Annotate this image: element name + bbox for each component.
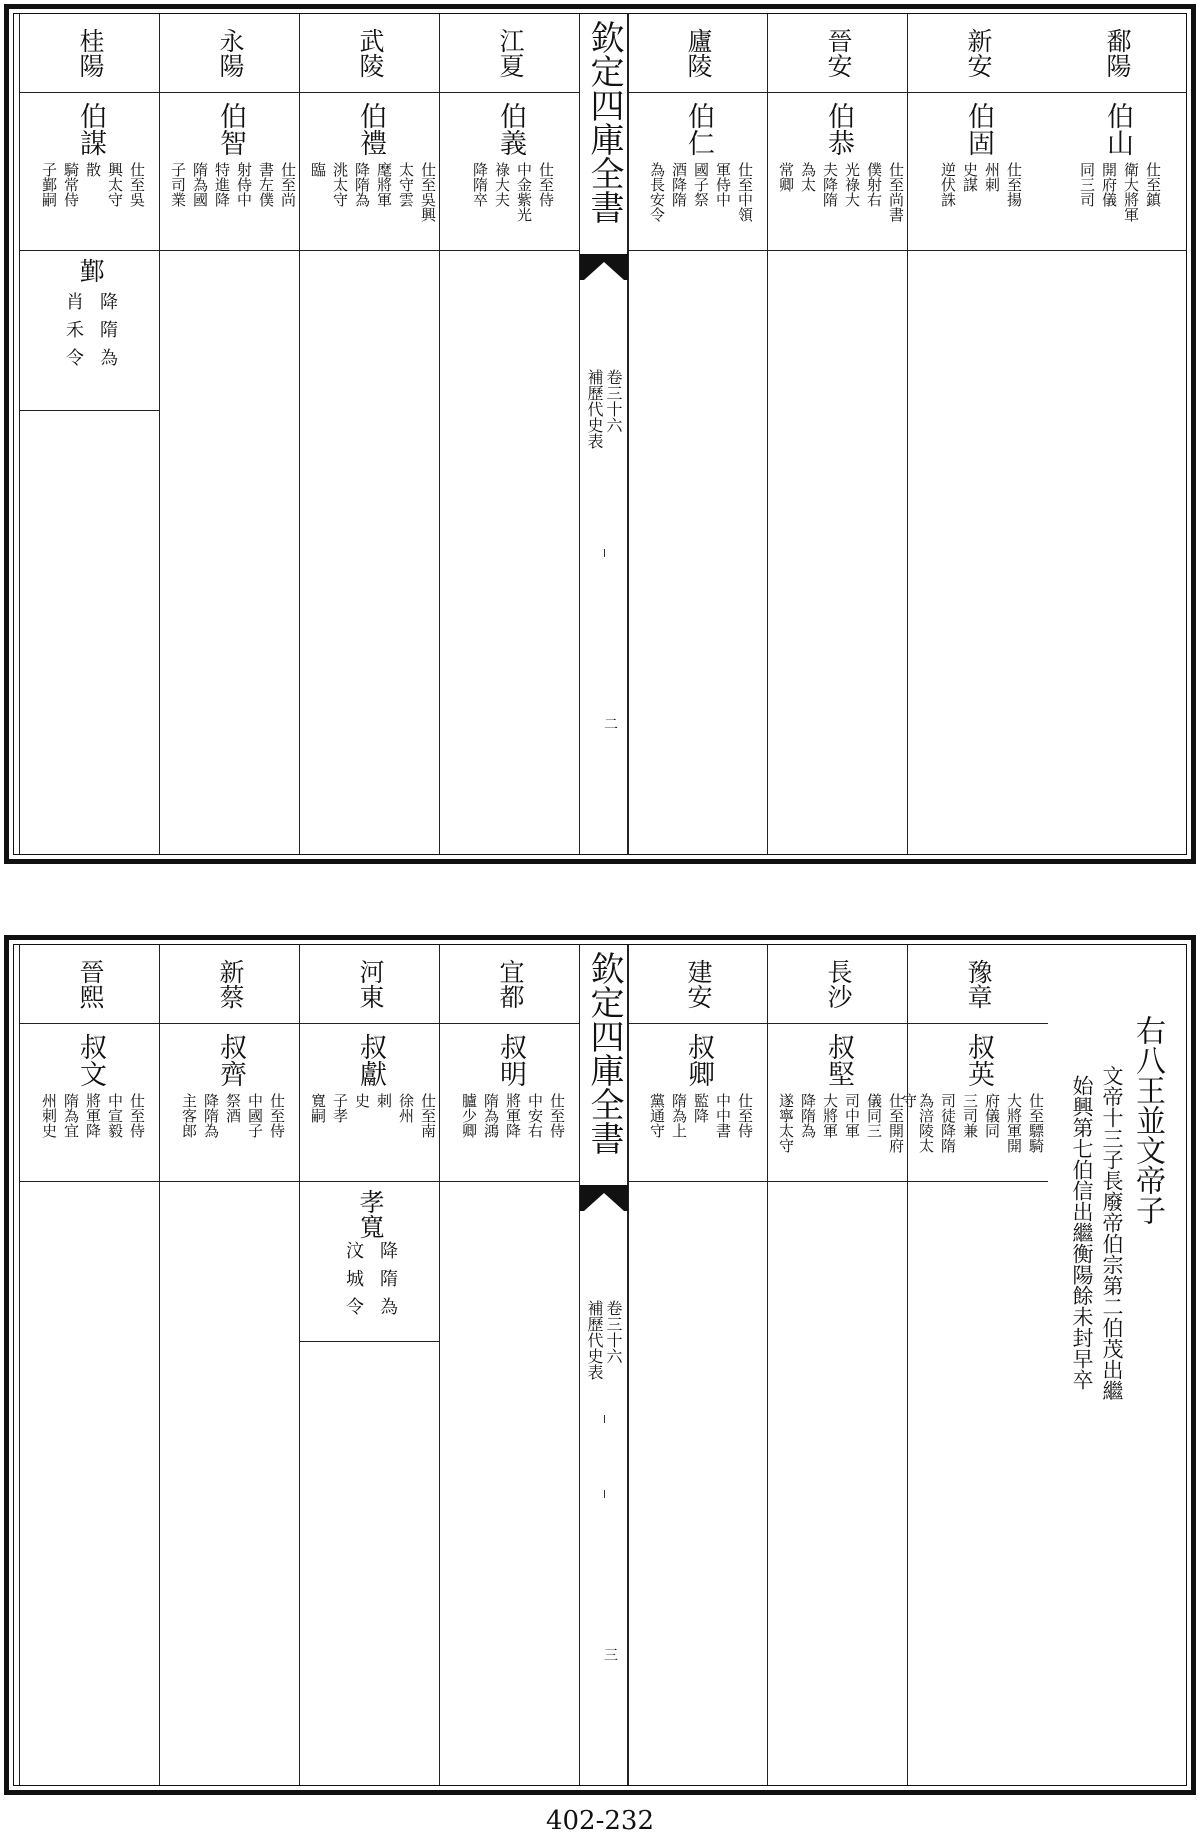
note-line: 司中軍: [843, 1093, 861, 1138]
person-name: 叔齊: [215, 1033, 246, 1087]
fief-name: 豫章: [964, 959, 993, 1009]
fief-name: 新蔡: [216, 959, 245, 1009]
note-line: 降隋為: [353, 162, 371, 207]
entry-column: [767, 945, 908, 1785]
successor-cell: [300, 1181, 440, 1342]
note-line: 常卿: [777, 162, 795, 192]
note-line: 衛大將軍: [1122, 162, 1140, 222]
note-line: 刺: [375, 1093, 393, 1108]
note-line: 仕至中領: [736, 162, 754, 222]
fief-name: 長沙: [824, 959, 853, 1009]
note-line: 為涪陵太守: [900, 1093, 935, 1153]
fishtail-icon: [580, 1185, 628, 1211]
person-name: 伯智: [215, 102, 246, 156]
note-line: 祭酒: [224, 1093, 242, 1123]
person-name: 伯義: [495, 102, 526, 156]
note-line: 中宣毅: [106, 1093, 124, 1138]
entry-column: [627, 14, 768, 854]
note-line: 三司兼: [961, 1093, 979, 1138]
note-line: 仕至開府: [887, 1093, 905, 1153]
entry-column: [159, 945, 300, 1785]
fishtail-icon: [580, 254, 628, 280]
fief-name: 江夏: [496, 28, 525, 78]
note-line: 國子祭: [692, 162, 710, 207]
note-line: 州刺史: [40, 1093, 58, 1138]
note-line: 仕至侍: [128, 1093, 146, 1138]
note-line: 臨: [309, 162, 327, 177]
note-line: 洮太守: [331, 162, 349, 207]
note-line: 為太: [799, 162, 817, 192]
note-line: 仕至侍: [548, 1093, 566, 1138]
entry-column: [299, 945, 440, 1785]
note-line: 散: [84, 162, 102, 177]
folio-number: 三: [604, 1648, 618, 1664]
note-line: 興太守: [106, 162, 124, 207]
series-title: 補歷代史表: [585, 369, 604, 449]
volume-number: 卷三十六: [604, 369, 623, 433]
note-line: 史: [353, 1093, 371, 1108]
note-line: 射侍中: [235, 162, 253, 207]
person-name: 叔堅: [823, 1033, 854, 1087]
remark-note: 始興第七伯信出繼衡陽餘未封早卒: [1070, 1075, 1094, 1390]
person-name: 伯恭: [823, 102, 854, 156]
note-line: 大將軍開: [1005, 1093, 1023, 1153]
entry-column: [1047, 14, 1187, 854]
note-line: 中中書: [714, 1093, 732, 1138]
note-line: 子司業: [169, 162, 187, 207]
fief-name: 河東: [356, 959, 385, 1009]
note-line: 仕至侍: [736, 1093, 754, 1138]
remark-column: [1047, 945, 1187, 1785]
fold-mark: [604, 1415, 605, 1423]
note-line: 降隋為: [97, 292, 118, 376]
entry-column: [159, 14, 300, 854]
note-line: 汶城令: [343, 1241, 364, 1325]
note-line: 將軍降: [504, 1093, 522, 1138]
center-spine: [579, 14, 629, 854]
note-line: 遂寧太守: [777, 1093, 795, 1153]
book-title: 欽定四庫全書: [584, 20, 624, 224]
fief-name: 新安: [964, 28, 993, 78]
note-line: 降隋為: [799, 1093, 817, 1138]
fold-mark: [604, 549, 605, 557]
fief-name: 桂陽: [76, 28, 105, 78]
note-line: 隋為上: [670, 1093, 688, 1138]
note-line: 仕至鎮: [1144, 162, 1162, 207]
note-line: 仕至吳: [128, 162, 146, 207]
note-line: 子鄞嗣: [40, 162, 58, 207]
note-line: 隋為鴻: [482, 1093, 500, 1138]
note-line: 仕至揚: [1005, 162, 1023, 207]
note-line: 中安右: [526, 1093, 544, 1138]
person-name: 伯山: [1102, 102, 1133, 156]
bottom-page-frame: [4, 935, 1196, 1795]
note-line: 仕至南: [419, 1093, 437, 1138]
note-line: 酒降隋: [670, 162, 688, 207]
note-line: 麾將軍: [375, 162, 393, 207]
person-name: 伯禮: [355, 102, 386, 156]
note-line: 臚少卿: [460, 1093, 478, 1138]
page-number: 402-232: [545, 1806, 655, 1836]
entry-column: [767, 14, 908, 854]
note-line: 夫降隋: [821, 162, 839, 207]
entry-column: [900, 945, 1048, 1785]
person-name: 叔英: [963, 1033, 994, 1087]
note-line: 大將軍: [821, 1093, 839, 1138]
note-line: 監降: [692, 1093, 710, 1123]
note-line: 僕射右: [865, 162, 883, 207]
person-name: 叔獻: [355, 1033, 386, 1087]
fief-name: 廬陵: [684, 28, 713, 78]
successor-cell: [20, 250, 160, 411]
note-line: 為長安令: [648, 162, 666, 222]
note-line: 降隋為: [202, 1093, 220, 1138]
note-line: 中金紫光: [515, 162, 533, 222]
fold-mark: [604, 1490, 605, 1498]
note-line: 特進降: [213, 162, 231, 207]
note-line: 降隋為: [377, 1241, 398, 1325]
note-line: 仕至尚書: [887, 162, 905, 222]
fief-name: 建安: [684, 959, 713, 1009]
fief-name: 宜都: [496, 959, 525, 1009]
fief-name: 晉熙: [76, 959, 105, 1009]
person-name: 伯謀: [75, 102, 106, 156]
note-line: 騎常侍: [62, 162, 80, 207]
fief-name: 鄱陽: [1103, 28, 1132, 78]
note-line: 仕至侍: [537, 162, 555, 207]
center-spine: [579, 945, 629, 1785]
entry-column: [907, 14, 1048, 854]
person-name: 叔卿: [683, 1033, 714, 1087]
note-line: 肖禾令: [63, 292, 84, 376]
note-line: 隋為宜: [62, 1093, 80, 1138]
note-line: 府儀同: [983, 1093, 1001, 1138]
top-page-frame: [4, 4, 1196, 864]
note-line: 將軍降: [84, 1093, 102, 1138]
note-line: 軍侍中: [714, 162, 732, 207]
successor-name: 孝寬: [356, 1189, 385, 1239]
note-line: 太守雲: [397, 162, 415, 207]
fief-name: 晉安: [824, 28, 853, 78]
note-line: 降隋卒: [471, 162, 489, 207]
note-line: 徐州: [397, 1093, 415, 1123]
note-line: 寬嗣: [309, 1093, 327, 1123]
remark-note: 文帝十三子長廢帝伯宗第二伯茂出繼: [1100, 1065, 1124, 1401]
note-line: 逆伏誅: [939, 162, 957, 207]
entry-column: [439, 945, 580, 1785]
person-name: 伯固: [963, 102, 994, 156]
note-line: 同三司: [1078, 162, 1096, 207]
volume-number: 卷三十六: [604, 1300, 623, 1364]
note-line: 祿大夫: [493, 162, 511, 207]
note-line: 書左僕: [257, 162, 275, 207]
note-line: 開府儀: [1100, 162, 1118, 207]
book-title: 欽定四庫全書: [584, 951, 624, 1155]
entry-column: [439, 14, 580, 854]
note-line: 史謀: [961, 162, 979, 192]
entry-column: [299, 14, 440, 854]
successor-name: 鄞: [76, 258, 105, 283]
fief-name: 武陵: [356, 28, 385, 78]
person-name: 叔明: [495, 1033, 526, 1087]
entry-column: [19, 945, 160, 1785]
remark-main: 右八王並文帝子: [1130, 1015, 1165, 1225]
person-name: 叔文: [75, 1033, 106, 1087]
note-line: 子孝: [331, 1093, 349, 1123]
note-line: 州刺: [983, 162, 1001, 192]
person-name: 伯仁: [683, 102, 714, 156]
entry-column: [19, 14, 160, 854]
note-line: 司徒降隋: [939, 1093, 957, 1153]
series-title: 補歷代史表: [585, 1300, 604, 1380]
note-line: 黨通守: [648, 1093, 666, 1138]
note-line: 隋為國: [191, 162, 209, 207]
note-line: 仕至尚: [279, 162, 297, 207]
note-line: 仕至吳興: [419, 162, 437, 222]
note-line: 主客郎: [180, 1093, 198, 1138]
fief-name: 永陽: [216, 28, 245, 78]
note-line: 仕至侍: [268, 1093, 286, 1138]
note-line: 仕至驃騎: [1027, 1093, 1045, 1153]
note-line: 中國子: [246, 1093, 264, 1138]
folio-number: 二: [604, 717, 618, 733]
note-line: 光祿大: [843, 162, 861, 207]
note-line: 儀同三: [865, 1093, 883, 1138]
entry-column: [627, 945, 768, 1785]
